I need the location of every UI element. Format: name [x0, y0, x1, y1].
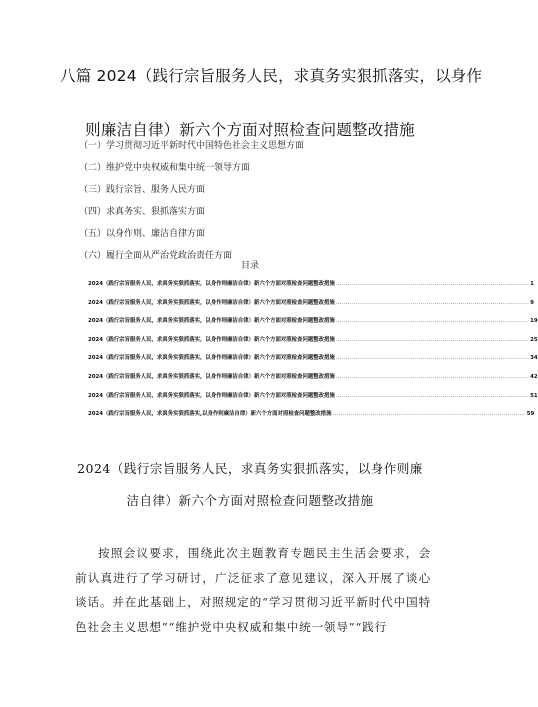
toc-leader-dots: ................................................................................................	[335, 318, 530, 325]
toc-entry[interactable]	[88, 280, 534, 299]
toc-entry-text: 2024（践行宗旨服务人民，求真务实狠抓落实，以身作则廉洁自律）新六个方面对照检查问题整改措施	[88, 318, 335, 325]
toc-entry[interactable]	[88, 373, 538, 392]
outline-item: （二）维护党中央权威和集中统一领导方面	[79, 163, 251, 173]
toc-entry-text: 2024（践行宗旨服务人民，求真务实狠抓落实，以身作则廉洁自律）新六个方面对照检查问题整改措施	[88, 299, 335, 306]
document-title-line-1: 八篇 2024（践行宗旨服务人民，求真务实狠抓落实，以身作	[60, 67, 483, 85]
outline-item: （一）学习贯彻习近平新时代中国特色社会主义思想方面	[79, 141, 305, 151]
toc-entry[interactable]	[88, 317, 538, 336]
toc-leader-dots: ................................................................................................	[335, 373, 530, 380]
section-title-line-1: 2024（践行宗旨服务人民，求真务实狠抓落实，以身作则廉	[77, 461, 423, 476]
toc-leader-dots: ................................................................................................	[335, 355, 530, 362]
document-title-line-2: 则廉洁自律）新六个方面对照检查问题整改措施	[85, 121, 415, 139]
toc-page-number: 25	[530, 336, 538, 343]
toc-page-number: 1	[530, 281, 534, 287]
toc-leader-dots: ................................................................................................	[335, 299, 530, 306]
outline-list	[79, 135, 439, 267]
toc-leader-dots: ................................................................................................	[335, 281, 530, 287]
toc-entry[interactable]	[88, 392, 538, 411]
toc-entry[interactable]	[88, 354, 538, 373]
toc-entry-text: 2024（践行宗旨服务人民，求真务实狠抓落实，以身作则廉洁自律）新六个方面对照检查问题整改措施	[88, 392, 335, 399]
outline-item: （四）求真务实、狠抓落实方面	[79, 207, 206, 217]
outline-item: （六）履行全面从严治党政治责任方面	[79, 251, 233, 261]
toc-entry-text: 2024（践行宗旨服务人民，求真务实狠抓落实，以身作则廉洁自律）新六个方面对照检查问题整改措施	[88, 373, 335, 380]
toc-heading: 目录	[240, 261, 259, 271]
toc-entry[interactable]	[88, 299, 534, 318]
toc-page-number: 59	[526, 411, 535, 418]
toc-page-number: 34	[530, 355, 538, 362]
table-of-contents	[88, 280, 538, 429]
toc-page-number: 9	[530, 299, 534, 306]
toc-leader-dots: ................................................................................................	[335, 392, 530, 399]
toc-entry[interactable]	[88, 336, 538, 355]
toc-leader-dots: ................................................................................................	[335, 336, 530, 343]
toc-page-number: 42	[530, 373, 538, 380]
toc-entry[interactable]	[88, 410, 535, 429]
outline-item: （五）以身作则、廉洁自律方面	[79, 229, 206, 239]
section-title-line-2: 洁自律）新六个方面对照检查问题整改措施	[126, 493, 374, 508]
toc-entry-text: 2024（践行宗旨服务人民，求真务实狠抓落实，以身作则廉洁自律）新六个方面对照检查问题整改措施	[88, 281, 335, 287]
outline-item: （三）践行宗旨、服务人民方面	[79, 185, 206, 195]
body-paragraph: 按照会议要求，围绕此次主题教育专题民主生活会要求，会前认真进行了学习研讨，广泛征求了意见建议，深入开展了谈心谈话。并在此基础上，对照规定的“学习贯彻习近平新时代中国特色社会主义思想”“维护党中央权威和集中统一领导”“践行	[75, 546, 431, 634]
toc-entry-text: 2024（践行宗旨服务人民，求真务实狠抓落实，以身作则廉洁自律）新六个方面对照检查问题整改措施	[88, 355, 335, 362]
toc-page-number: 19	[530, 318, 538, 325]
toc-entry-text: 2024（践行宗旨服务人民，求真务实狠抓落实,以身作则廉洁自律）新六个方面对照检查问题整改措施	[88, 411, 332, 418]
toc-page-number: 51	[530, 392, 538, 399]
toc-leader-dots: ................................................................................................	[332, 411, 526, 418]
toc-entry-text: 2024（践行宗旨服务人民，求真务实狠抓落实，以身作则廉洁自律）新六个方面对照检查问题整改措施	[88, 336, 335, 343]
